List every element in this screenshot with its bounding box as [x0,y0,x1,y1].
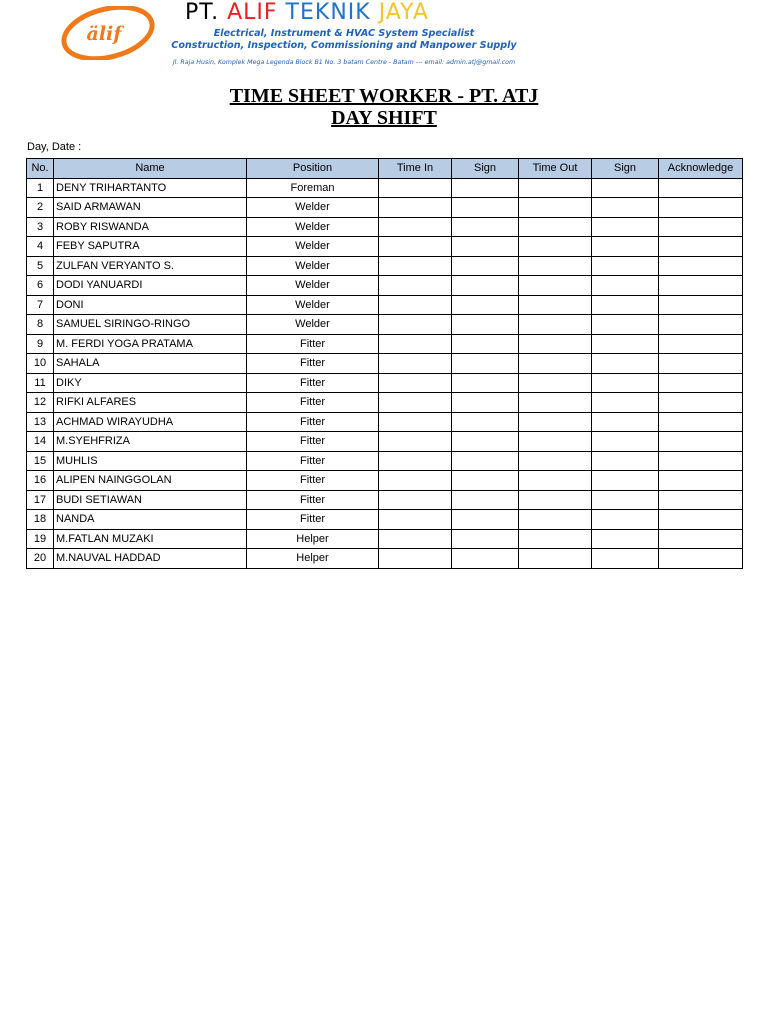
cell-sign-in[interactable] [452,354,519,374]
company-name [185,0,429,25]
cell-name: MUHLIS [54,451,247,471]
cell-name: DENY TRIHARTANTO [54,178,247,198]
table-row [27,451,743,471]
cell-time-out[interactable] [519,529,592,549]
cell-sign-in[interactable] [452,373,519,393]
cell-time-out[interactable] [519,451,592,471]
cell-sign-in[interactable] [452,276,519,296]
cell-sign-out[interactable] [592,373,659,393]
cell-no: 4 [27,237,54,257]
cell-name: M. FERDI YOGA PRATAMA [54,334,247,354]
cell-time-in[interactable] [379,354,452,374]
cell-acknowledge[interactable] [659,237,743,257]
col-header-position: Position [247,159,379,179]
cell-no: 6 [27,276,54,296]
cell-name: RIFKI ALFARES [54,393,247,413]
cell-sign-in[interactable] [452,510,519,530]
cell-sign-in[interactable] [452,549,519,569]
cell-time-out[interactable] [519,198,592,218]
cell-sign-out[interactable] [592,217,659,237]
cell-time-in[interactable] [379,334,452,354]
table-row [27,412,743,432]
cell-time-out[interactable] [519,432,592,452]
cell-time-in[interactable] [379,451,452,471]
cell-no: 19 [27,529,54,549]
cell-time-out[interactable] [519,334,592,354]
cell-position: Fitter [247,334,379,354]
cell-position: Fitter [247,393,379,413]
cell-acknowledge[interactable] [659,198,743,218]
table-body [27,178,743,568]
cell-no: 15 [27,451,54,471]
cell-position: Welder [247,237,379,257]
company-name-pt: PT. [185,0,220,25]
cell-acknowledge[interactable] [659,393,743,413]
cell-name: M.NAUVAL HADDAD [54,549,247,569]
cell-time-in[interactable] [379,432,452,452]
cell-sign-out[interactable] [592,354,659,374]
cell-no: 1 [27,178,54,198]
cell-acknowledge[interactable] [659,529,743,549]
cell-name: M.FATLAN MUZAKI [54,529,247,549]
logo-text: älif [86,23,122,45]
cell-sign-out[interactable] [592,276,659,296]
cell-sign-in[interactable] [452,217,519,237]
cell-time-in[interactable] [379,373,452,393]
cell-no: 10 [27,354,54,374]
cell-position: Fitter [247,471,379,491]
cell-time-out[interactable] [519,373,592,393]
cell-acknowledge[interactable] [659,178,743,198]
cell-time-in[interactable] [379,295,452,315]
cell-position: Fitter [247,412,379,432]
col-header-sign-in: Sign [452,159,519,179]
table-row [27,510,743,530]
col-header-name: Name [54,159,247,179]
col-header-no: No. [27,159,54,179]
cell-sign-in[interactable] [452,412,519,432]
cell-no: 2 [27,198,54,218]
cell-name: DONI [54,295,247,315]
cell-acknowledge[interactable] [659,549,743,569]
cell-no: 5 [27,256,54,276]
cell-sign-in[interactable] [452,237,519,257]
cell-position: Welder [247,198,379,218]
cell-name: SAID ARMAWAN [54,198,247,218]
cell-sign-out[interactable] [592,432,659,452]
cell-time-out[interactable] [519,276,592,296]
cell-position: Foreman [247,178,379,198]
cell-position: Helper [247,529,379,549]
cell-time-out[interactable] [519,295,592,315]
cell-sign-out[interactable] [592,178,659,198]
col-header-time-in: Time In [379,159,452,179]
cell-time-out[interactable] [519,471,592,491]
cell-name: M.SYEHFRIZA [54,432,247,452]
cell-position: Fitter [247,510,379,530]
cell-sign-out[interactable] [592,334,659,354]
cell-time-out[interactable] [519,510,592,530]
table-row [27,276,743,296]
table-row [27,217,743,237]
cell-time-in[interactable] [379,471,452,491]
cell-position: Fitter [247,354,379,374]
cell-acknowledge[interactable] [659,217,743,237]
cell-no: 13 [27,412,54,432]
cell-time-in[interactable] [379,315,452,335]
cell-position: Fitter [247,451,379,471]
cell-name: NANDA [54,510,247,530]
cell-sign-out[interactable] [592,490,659,510]
cell-sign-out[interactable] [592,256,659,276]
cell-name: FEBY SAPUTRA [54,237,247,257]
table-row [27,393,743,413]
col-header-sign-out: Sign [592,159,659,179]
cell-no: 8 [27,315,54,335]
cell-sign-in[interactable] [452,471,519,491]
cell-acknowledge[interactable] [659,354,743,374]
company-name-alif: ALIF [227,0,278,25]
cell-acknowledge[interactable] [659,373,743,393]
cell-time-out[interactable] [519,178,592,198]
cell-sign-in[interactable] [452,529,519,549]
cell-no: 9 [27,334,54,354]
cell-sign-out[interactable] [592,237,659,257]
cell-time-out[interactable] [519,354,592,374]
cell-sign-out[interactable] [592,529,659,549]
cell-sign-in[interactable] [452,490,519,510]
cell-sign-out[interactable] [592,198,659,218]
cell-time-in[interactable] [379,276,452,296]
cell-position: Fitter [247,490,379,510]
cell-acknowledge[interactable] [659,432,743,452]
cell-sign-out[interactable] [592,510,659,530]
table-row [27,315,743,335]
cell-no: 11 [27,373,54,393]
table-row [27,549,743,569]
cell-sign-in[interactable] [452,256,519,276]
cell-acknowledge[interactable] [659,295,743,315]
cell-time-out[interactable] [519,315,592,335]
cell-time-in[interactable] [379,237,452,257]
cell-time-in[interactable] [379,549,452,569]
table-row [27,432,743,452]
cell-sign-out[interactable] [592,315,659,335]
cell-sign-in[interactable] [452,315,519,335]
cell-acknowledge[interactable] [659,510,743,530]
cell-time-out[interactable] [519,412,592,432]
cell-name: ROBY RISWANDA [54,217,247,237]
cell-acknowledge[interactable] [659,334,743,354]
cell-sign-out[interactable] [592,393,659,413]
company-tagline-1: Electrical, Instrument & HVAC System Specialist [213,28,475,39]
col-header-acknowledge: Acknowledge [659,159,743,179]
table-row [27,354,743,374]
table-row [27,373,743,393]
cell-position: Welder [247,315,379,335]
cell-time-in[interactable] [379,198,452,218]
cell-acknowledge[interactable] [659,315,743,335]
cell-no: 7 [27,295,54,315]
cell-name: ZULFAN VERYANTO S. [54,256,247,276]
cell-acknowledge[interactable] [659,471,743,491]
timesheet-table [26,158,743,569]
company-tagline-2: Construction, Inspection, Commissioning and Manpower Supply [171,40,517,51]
cell-time-out[interactable] [519,256,592,276]
cell-acknowledge[interactable] [659,412,743,432]
cell-position: Welder [247,295,379,315]
cell-acknowledge[interactable] [659,276,743,296]
cell-no: 16 [27,471,54,491]
cell-name: SAHALA [54,354,247,374]
table-row [27,256,743,276]
cell-sign-out[interactable] [592,471,659,491]
table-row [27,490,743,510]
cell-time-in[interactable] [379,510,452,530]
cell-sign-in[interactable] [452,334,519,354]
cell-no: 17 [27,490,54,510]
cell-sign-in[interactable] [452,432,519,452]
day-date-label: Day, Date : [27,141,82,153]
cell-acknowledge[interactable] [659,451,743,471]
table-header-row [27,159,743,179]
cell-name: ACHMAD WIRAYUDHA [54,412,247,432]
cell-name: ALIPEN NAINGGOLAN [54,471,247,491]
cell-position: Welder [247,276,379,296]
cell-position: Welder [247,256,379,276]
cell-time-out[interactable] [519,237,592,257]
table-row [27,334,743,354]
document-subtitle: DAY SHIFT [331,107,437,129]
company-name-teknik: TEKNIK [285,0,371,25]
table-row [27,529,743,549]
cell-position: Fitter [247,432,379,452]
cell-no: 3 [27,217,54,237]
cell-time-in[interactable] [379,393,452,413]
company-address: Jl. Raja Husin, Komplek Mega Legenda Block B1 No. 3 batam Centre - Batam --- email: admin.atj@gmail.com [172,59,516,66]
cell-sign-in[interactable] [452,295,519,315]
cell-time-in[interactable] [379,256,452,276]
table-row [27,471,743,491]
cell-sign-out[interactable] [592,451,659,471]
cell-position: Fitter [247,373,379,393]
cell-time-out[interactable] [519,217,592,237]
cell-sign-out[interactable] [592,549,659,569]
cell-time-in[interactable] [379,490,452,510]
cell-name: DIKY [54,373,247,393]
cell-time-out[interactable] [519,393,592,413]
cell-name: SAMUEL SIRINGO-RINGO [54,315,247,335]
cell-sign-out[interactable] [592,295,659,315]
company-name-jaya: JAYA [378,0,429,25]
cell-time-out[interactable] [519,490,592,510]
cell-name: DODI YANUARDI [54,276,247,296]
cell-sign-in[interactable] [452,178,519,198]
cell-time-in[interactable] [379,412,452,432]
cell-name: BUDI SETIAWAN [54,490,247,510]
cell-time-in[interactable] [379,217,452,237]
cell-position: Welder [247,217,379,237]
cell-time-in[interactable] [379,178,452,198]
cell-no: 12 [27,393,54,413]
cell-position: Helper [247,549,379,569]
col-header-time-out: Time Out [519,159,592,179]
table-row [27,178,743,198]
table-row [27,237,743,257]
cell-no: 20 [27,549,54,569]
cell-acknowledge[interactable] [659,490,743,510]
cell-sign-in[interactable] [452,198,519,218]
cell-time-out[interactable] [519,549,592,569]
document-title: TIME SHEET WORKER - PT. ATJ [229,85,539,107]
cell-acknowledge[interactable] [659,256,743,276]
cell-sign-in[interactable] [452,393,519,413]
cell-sign-in[interactable] [452,451,519,471]
cell-no: 14 [27,432,54,452]
cell-time-in[interactable] [379,529,452,549]
table-row [27,198,743,218]
cell-sign-out[interactable] [592,412,659,432]
table-row [27,295,743,315]
cell-no: 18 [27,510,54,530]
